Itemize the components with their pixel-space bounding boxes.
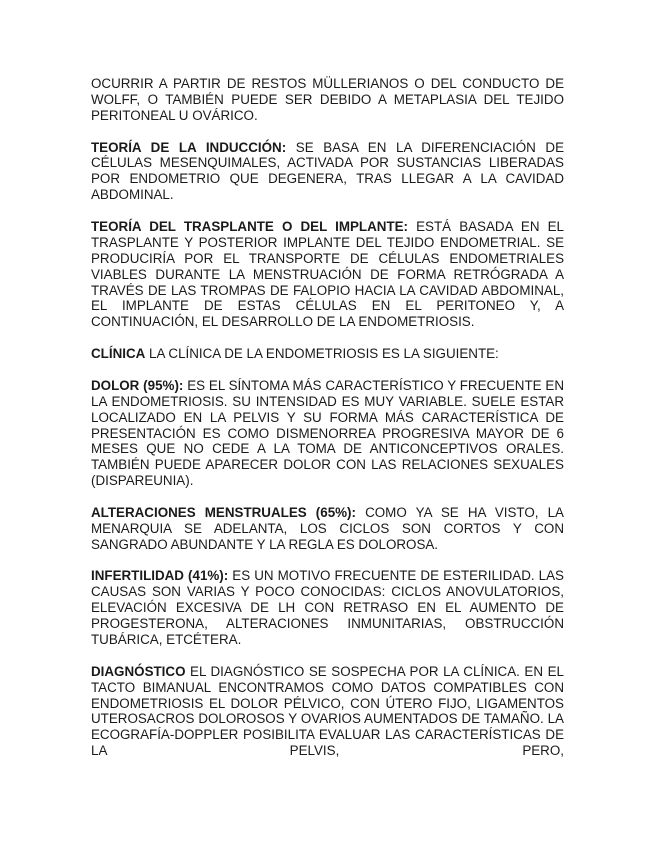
paragraph-heading: TEORÍA DEL TRASPLANTE O DEL IMPLANTE: bbox=[91, 218, 409, 234]
paragraph-heading: ALTERACIONES MENSTRUALES (65%): bbox=[91, 504, 356, 520]
paragraph-text: EL DIAGNÓSTICO SE SOSPECHA POR LA CLÍNICA. EN EL TACTO BIMANUAL ENCONTRAMOS COMO DATOS COMPATIBLES CON ENDOMETRIOSIS EL DOLOR PÉLVICO, CON ÚTERO FIJO, LIGAMENTOS UTEROSACROS DOLOROSOS Y OVARIOS AUMENTADOS DE TAMAÑO. LA ECOGRAFÍA-DOPPLER POSIBILITA EVALUAR LAS CARACTERÍSTICAS DE LA PELVIS, PERO, bbox=[91, 663, 564, 759]
paragraph-heading: DIAGNÓSTICO bbox=[91, 663, 186, 679]
paragraph-induction-theory bbox=[91, 140, 564, 204]
paragraph-text: LA CLÍNICA DE LA ENDOMETRIOSIS ES LA SIGUIENTE: bbox=[145, 346, 499, 362]
paragraph-transplant-theory bbox=[91, 219, 564, 330]
document-body bbox=[91, 76, 564, 775]
paragraph-text: ES EL SÍNTOMA MÁS CARACTERÍSTICO Y FRECUENTE EN LA ENDOMETRIOSIS. SU INTENSIDAD ES MUY VARIABLE. SUELE ESTAR LOCALIZADO EN LA PELVIS Y SU FORMA MÁS CARACTERÍSTICA DE PRESENTACIÓN ES COMO DISMENORREA PROGRESIVA MAYOR DE 6 MESES QUE NO CEDE A LA TOMA DE ANTICONCEPTIVOS ORALES. TAMBIÉN PUEDE APARECER DOLOR CON LAS RELACIONES SEXUALES (DISPAREUNIA). bbox=[91, 377, 564, 489]
paragraph-origin-continuation bbox=[91, 76, 564, 124]
paragraph-text: ESTÁ BASADA EN EL TRASPLANTE Y POSTERIOR IMPLANTE DEL TEJIDO ENDOMETRIAL. SE PRODUCIRÍA POR EL TRANSPORTE DE CÉLULAS ENDOMETRIALES VIABLES DURANTE LA MENSTRUACIÓN DE FORMA RETRÓGRADA A TRAVÉS DE LAS TROMPAS DE FALOPIO HACIA LA CAVIDAD ABDOMINAL, EL IMPLANTE DE ESTAS CÉLULAS EN EL PERITONEO Y, A CONTINUACIÓN, EL DESARROLLO DE LA ENDOMETRIOSIS. bbox=[91, 218, 564, 330]
paragraph-menstrual-changes bbox=[91, 505, 564, 553]
paragraph-heading: INFERTILIDAD (41%): bbox=[91, 568, 229, 584]
paragraph-clinical bbox=[91, 346, 564, 362]
paragraph-text: OCURRIR A PARTIR DE RESTOS MÜLLERIANOS O DEL CONDUCTO DE WOLFF, O TAMBIÉN PUEDE SER DEBIDO A METAPLASIA DEL TEJIDO PERITONEAL U OVÁRICO. bbox=[91, 76, 564, 123]
paragraph-diagnosis bbox=[91, 664, 564, 759]
paragraph-heading: TEORÍA DE LA INDUCCIÓN: bbox=[91, 139, 287, 155]
paragraph-heading: CLÍNICA bbox=[91, 346, 146, 362]
paragraph-infertility bbox=[91, 568, 564, 648]
paragraph-text: SE BASA EN LA DIFERENCIACIÓN DE CÉLULAS MESENQUIMALES, ACTIVADA POR SUSTANCIAS LIBERADAS POR ENDOMETRIO QUE DEGENERA, TRAS LLEGAR A LA CAVIDAD ABDOMINAL. bbox=[91, 139, 564, 203]
paragraph-heading: DOLOR (95%): bbox=[91, 377, 184, 393]
paragraph-pain bbox=[91, 378, 564, 489]
paragraph-text: ES UN MOTIVO FRECUENTE DE ESTERILIDAD. LAS CAUSAS SON VARIAS Y POCO CONOCIDAS: CICLOS ANOVULATORIOS, ELEVACIÓN EXCESIVA DE LH CON RETRASO EN EL AUMENTO DE PROGESTERONA, ALTERACIONES INMUNITARIAS, OBSTRUCCIÓN TUBÁRICA, ETCÉTERA. bbox=[91, 568, 564, 648]
paragraph-text: COMO YA SE HA VISTO, LA MENARQUIA SE ADELANTA, LOS CICLOS SON CORTOS Y CON SANGRADO ABUNDANTE Y LA REGLA ES DOLOROSA. bbox=[91, 504, 564, 552]
